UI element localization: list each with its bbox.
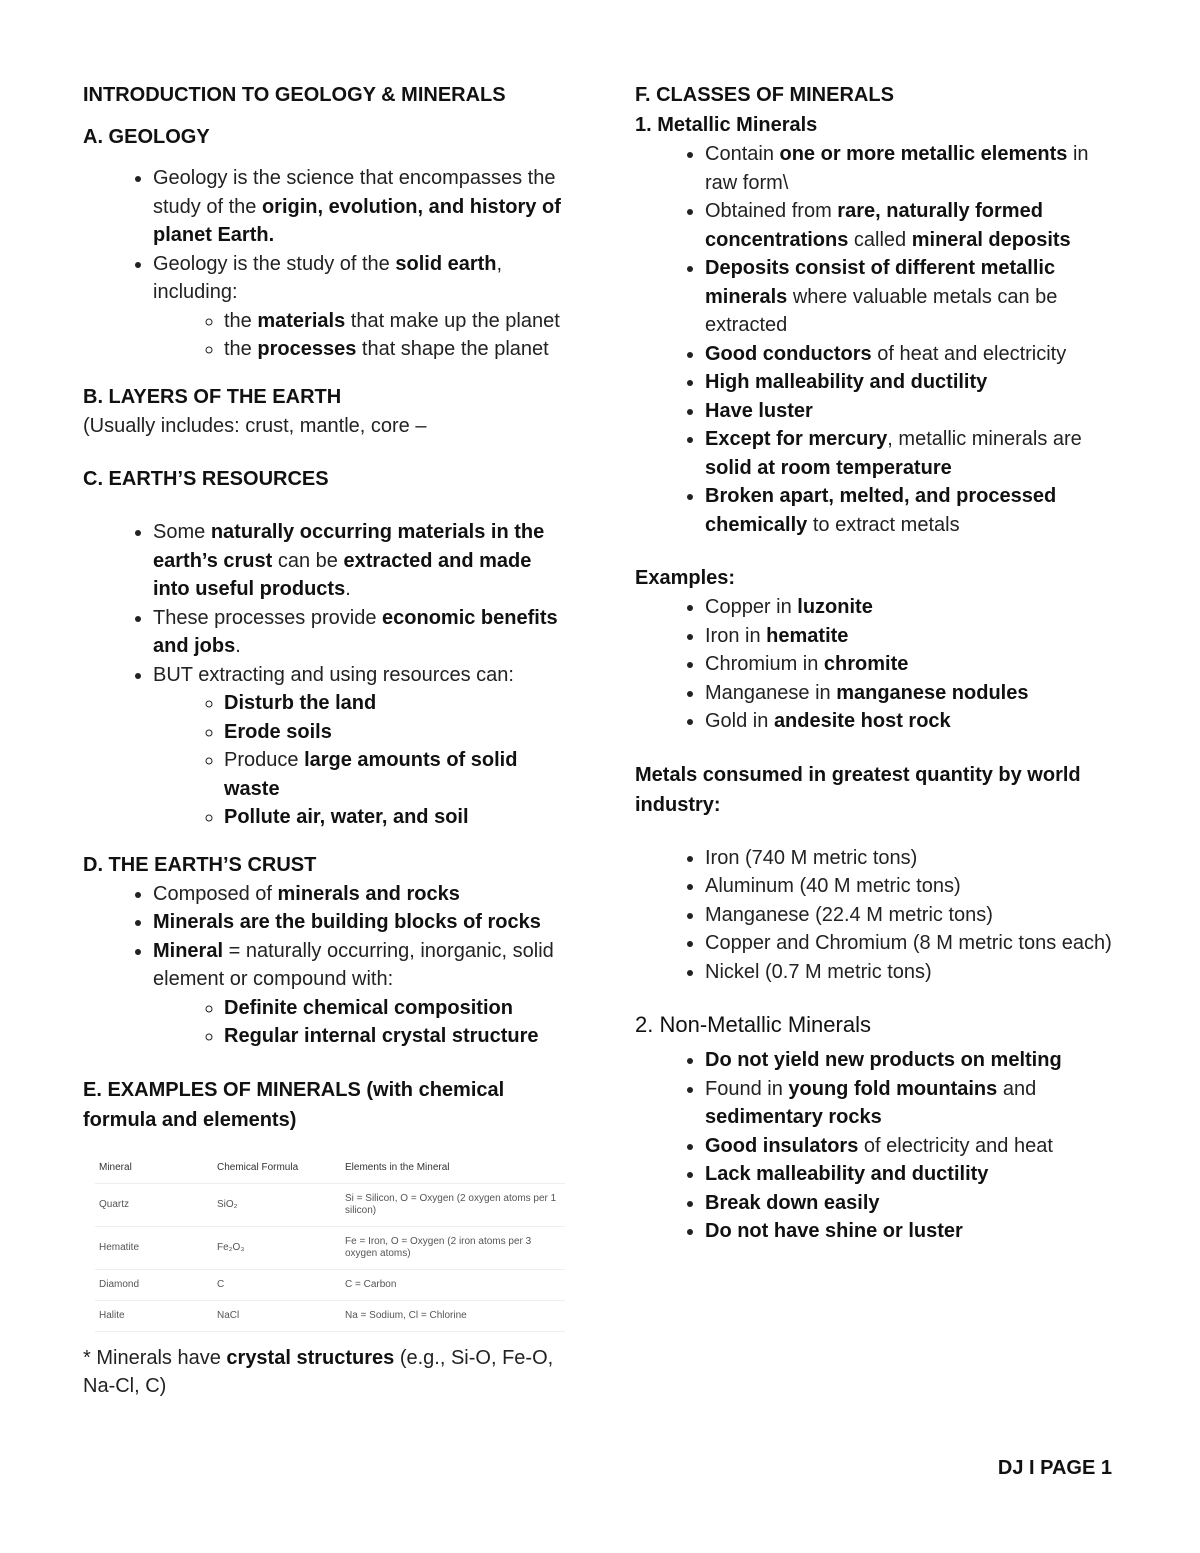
note-text: * Minerals have (83, 1346, 227, 1369)
item-text: . (345, 578, 351, 600)
list-item (705, 1217, 1125, 1246)
item-bold: Pollute air, water, and soil (224, 806, 469, 828)
list-item (153, 880, 573, 909)
geology-sublist (153, 307, 573, 364)
table-row (95, 1300, 565, 1331)
geology-list (83, 164, 573, 364)
list-item (153, 164, 573, 250)
nonmetallic-heading: 2. Non-Metallic Minerals (635, 1012, 871, 1037)
list-item (153, 604, 573, 661)
item-bold: Except for mercury (705, 428, 888, 450)
item-text: Copper in (705, 596, 798, 618)
list-item: • Copper and Chromium (8 M metric tons each) (705, 929, 1125, 958)
item-bold: naturally occurring materials in the earth’s crust (153, 521, 545, 572)
item-bold: Regular internal crystal structure (224, 1025, 539, 1047)
list-item (705, 340, 1125, 369)
table-cell: Fe = Iron, O = Oxygen (2 iron atoms per 3 oxygen atoms) (341, 1226, 565, 1269)
nonmetallic-list (635, 1046, 1125, 1246)
list-item (705, 1189, 1125, 1218)
consumed-heading: Metals consumed in greatest quantity by world industry: (635, 763, 1081, 816)
crust-list (83, 880, 573, 1051)
table-header: Elements in the Mineral (341, 1153, 565, 1184)
item-text: Geology is the science that encompasses the study of the (153, 167, 556, 218)
table-cell: Fe₂O₃ (213, 1226, 341, 1269)
item-text: Some (153, 521, 211, 543)
list-item: • Aluminum (40 M metric tons) (705, 872, 1125, 901)
item-bold: economic benefits and jobs (153, 606, 558, 657)
list-item (705, 707, 1125, 736)
item-text: Composed of (153, 882, 278, 905)
item-bold: extracted and made into useful products (153, 549, 532, 600)
table-header-row (95, 1153, 565, 1184)
item-text: of electricity and heat (858, 1134, 1053, 1157)
item-text: Contain (705, 143, 780, 165)
list-item (705, 1160, 1125, 1189)
table-header: Chemical Formula (213, 1153, 341, 1184)
item-bold: processes (257, 338, 357, 360)
item-text: where valuable metals can be extracted (705, 285, 1058, 336)
list-item (705, 679, 1125, 708)
item-text: Gold in (705, 710, 774, 732)
section-resources-heading: C. EARTH’S RESOURCES (83, 468, 329, 490)
item-text: that shape the planet (356, 338, 549, 360)
item-bold: one or more metallic elements (779, 143, 1068, 165)
document-title: INTRODUCTION TO GEOLOGY & MINERALS (83, 84, 506, 106)
item-bold: Mineral (153, 939, 224, 962)
section-examples-heading: E. EXAMPLES OF MINERALS (with chemical formula and elements) (83, 1078, 505, 1131)
item-text: Produce (224, 749, 305, 771)
crust-sublist (153, 994, 573, 1051)
crystal-note (83, 1344, 573, 1401)
item-bold: Good insulators (705, 1134, 859, 1157)
item-bold: chromite (823, 653, 909, 675)
consumed-list (635, 844, 1125, 987)
item-text: = naturally occurring, inorganic, solid element or compound with: (153, 939, 554, 990)
item-bold: Deposits consist of different metallic minerals (705, 257, 1056, 308)
item-bold: Lack malleability and ductility (705, 1163, 989, 1185)
list-item: • Nickel (0.7 M metric tons) (705, 958, 1125, 987)
item-text: BUT extracting and using resources can: (153, 663, 514, 686)
page-footer: DJ I PAGE 1 (997, 1457, 1112, 1479)
item-bold: andesite host rock (773, 710, 951, 732)
item-bold: Definite chemical composition (224, 996, 513, 1019)
resources-list (83, 518, 573, 832)
section-classes-heading: F. CLASSES OF MINERALS (635, 84, 894, 106)
list-item (705, 1132, 1125, 1161)
item-text: the (224, 309, 258, 332)
item-text: Chromium in (705, 653, 824, 675)
list-item (705, 593, 1125, 622)
resources-sublist (153, 689, 573, 832)
item-text: Found in (705, 1077, 789, 1100)
item-bold: Minerals are the building blocks of rocks (153, 911, 541, 933)
table-row (95, 1183, 565, 1226)
item-text: , including: (153, 252, 503, 303)
list-item (705, 140, 1125, 197)
note-text: (e.g., Si-O, Fe-O, Na-Cl, C) (83, 1346, 554, 1397)
note-bold: crystal structures (226, 1346, 395, 1369)
list-item: • Iron (740 M metric tons) (705, 844, 1125, 873)
item-text: , metallic minerals are (887, 428, 1082, 450)
item-text: . (235, 635, 241, 657)
item-text: that make up the planet (345, 309, 560, 332)
metal-examples-list (635, 593, 1125, 736)
item-bold: manganese nodules (836, 681, 1029, 704)
list-item (224, 307, 573, 336)
examples-heading: Examples: (635, 567, 736, 589)
item-text: Iron in (705, 624, 767, 647)
item-bold: luzonite (797, 596, 873, 618)
table-cell: Na = Sodium, Cl = Chlorine (341, 1300, 565, 1331)
list-item (224, 803, 573, 832)
metallic-list (635, 140, 1125, 539)
item-bold: rare, naturally formed concentrations (705, 200, 1043, 251)
list-item (705, 254, 1125, 340)
section-geology-heading: A. GEOLOGY (83, 126, 210, 148)
list-item: • Manganese (22.4 M metric tons) (705, 901, 1125, 930)
list-item (705, 197, 1125, 254)
list-item (153, 661, 573, 832)
list-item (224, 718, 573, 747)
list-item (153, 518, 573, 604)
item-text: in raw form\ (705, 143, 1089, 194)
table-cell: C = Carbon (341, 1269, 565, 1300)
item-text: called (848, 228, 912, 251)
item-text: to extract metals (807, 513, 960, 536)
item-bold: Do not have shine or luster (705, 1220, 963, 1242)
list-item (224, 994, 573, 1023)
layers-text: (Usually includes: crust, mantle, core – (83, 414, 427, 437)
list-item (224, 689, 573, 718)
list-item (705, 482, 1125, 539)
minerals-table (95, 1153, 565, 1332)
list-item (224, 1022, 573, 1051)
item-bold: Do not yield new products on melting (705, 1049, 1062, 1071)
list-item (153, 937, 573, 1051)
item-bold: large amounts of solid waste (224, 749, 518, 800)
item-bold: solid at room temperature (705, 456, 952, 479)
metallic-heading: 1. Metallic Minerals (635, 114, 818, 136)
table-cell: Diamond (95, 1269, 213, 1300)
item-bold: Disturb the land (224, 692, 377, 714)
table-cell: Quartz (95, 1183, 213, 1226)
section-crust-heading: D. THE EARTH’S CRUST (83, 853, 317, 876)
table-cell: C (213, 1269, 341, 1300)
list-item (705, 425, 1125, 482)
list-item (705, 1075, 1125, 1132)
item-bold: Break down easily (705, 1191, 880, 1214)
item-bold: origin, evolution, and history of planet Earth. (153, 195, 561, 246)
item-bold: minerals and rocks (277, 882, 460, 905)
item-text: Geology is the study of the (153, 252, 396, 275)
list-item (705, 368, 1125, 397)
table-cell: Halite (95, 1300, 213, 1331)
list-item (705, 622, 1125, 651)
item-bold: sedimentary rocks (705, 1106, 882, 1128)
item-bold: solid earth (395, 252, 497, 275)
right-column (635, 80, 1125, 1246)
item-text: Manganese in (705, 681, 837, 704)
item-text: Obtained from (705, 200, 838, 222)
item-text: of heat and electricity (871, 342, 1067, 365)
list-item (705, 1046, 1125, 1075)
item-bold: hematite (766, 624, 849, 647)
list-item (705, 397, 1125, 426)
list-item (153, 250, 573, 364)
list-item (705, 650, 1125, 679)
section-layers-heading: B. LAYERS OF THE EARTH (83, 385, 342, 408)
item-text: These processes provide (153, 606, 383, 629)
item-bold: Good conductors (705, 342, 872, 365)
table-cell: SiO₂ (213, 1183, 341, 1226)
item-bold: High malleability and ductility (705, 371, 988, 393)
table-cell: Si = Silicon, O = Oxygen (2 oxygen atoms per 1 silicon) (341, 1183, 565, 1226)
item-text: can be (272, 549, 344, 572)
item-bold: mineral deposits (911, 228, 1071, 251)
item-bold: Have luster (705, 399, 813, 422)
left-column (83, 80, 573, 1401)
table-cell: Hematite (95, 1226, 213, 1269)
table-row (95, 1269, 565, 1300)
item-bold: materials (257, 309, 346, 332)
table-cell: NaCl (213, 1300, 341, 1331)
table-header: Mineral (95, 1153, 213, 1184)
list-item (224, 335, 573, 364)
item-text: the (224, 338, 258, 360)
list-item (224, 746, 573, 803)
item-bold: young fold mountains (788, 1077, 998, 1100)
item-bold: Erode soils (224, 720, 332, 743)
list-item (153, 908, 573, 937)
table-row (95, 1226, 565, 1269)
item-bold: Broken apart, melted, and processed chemically (705, 485, 1057, 536)
item-text: and (997, 1077, 1037, 1100)
